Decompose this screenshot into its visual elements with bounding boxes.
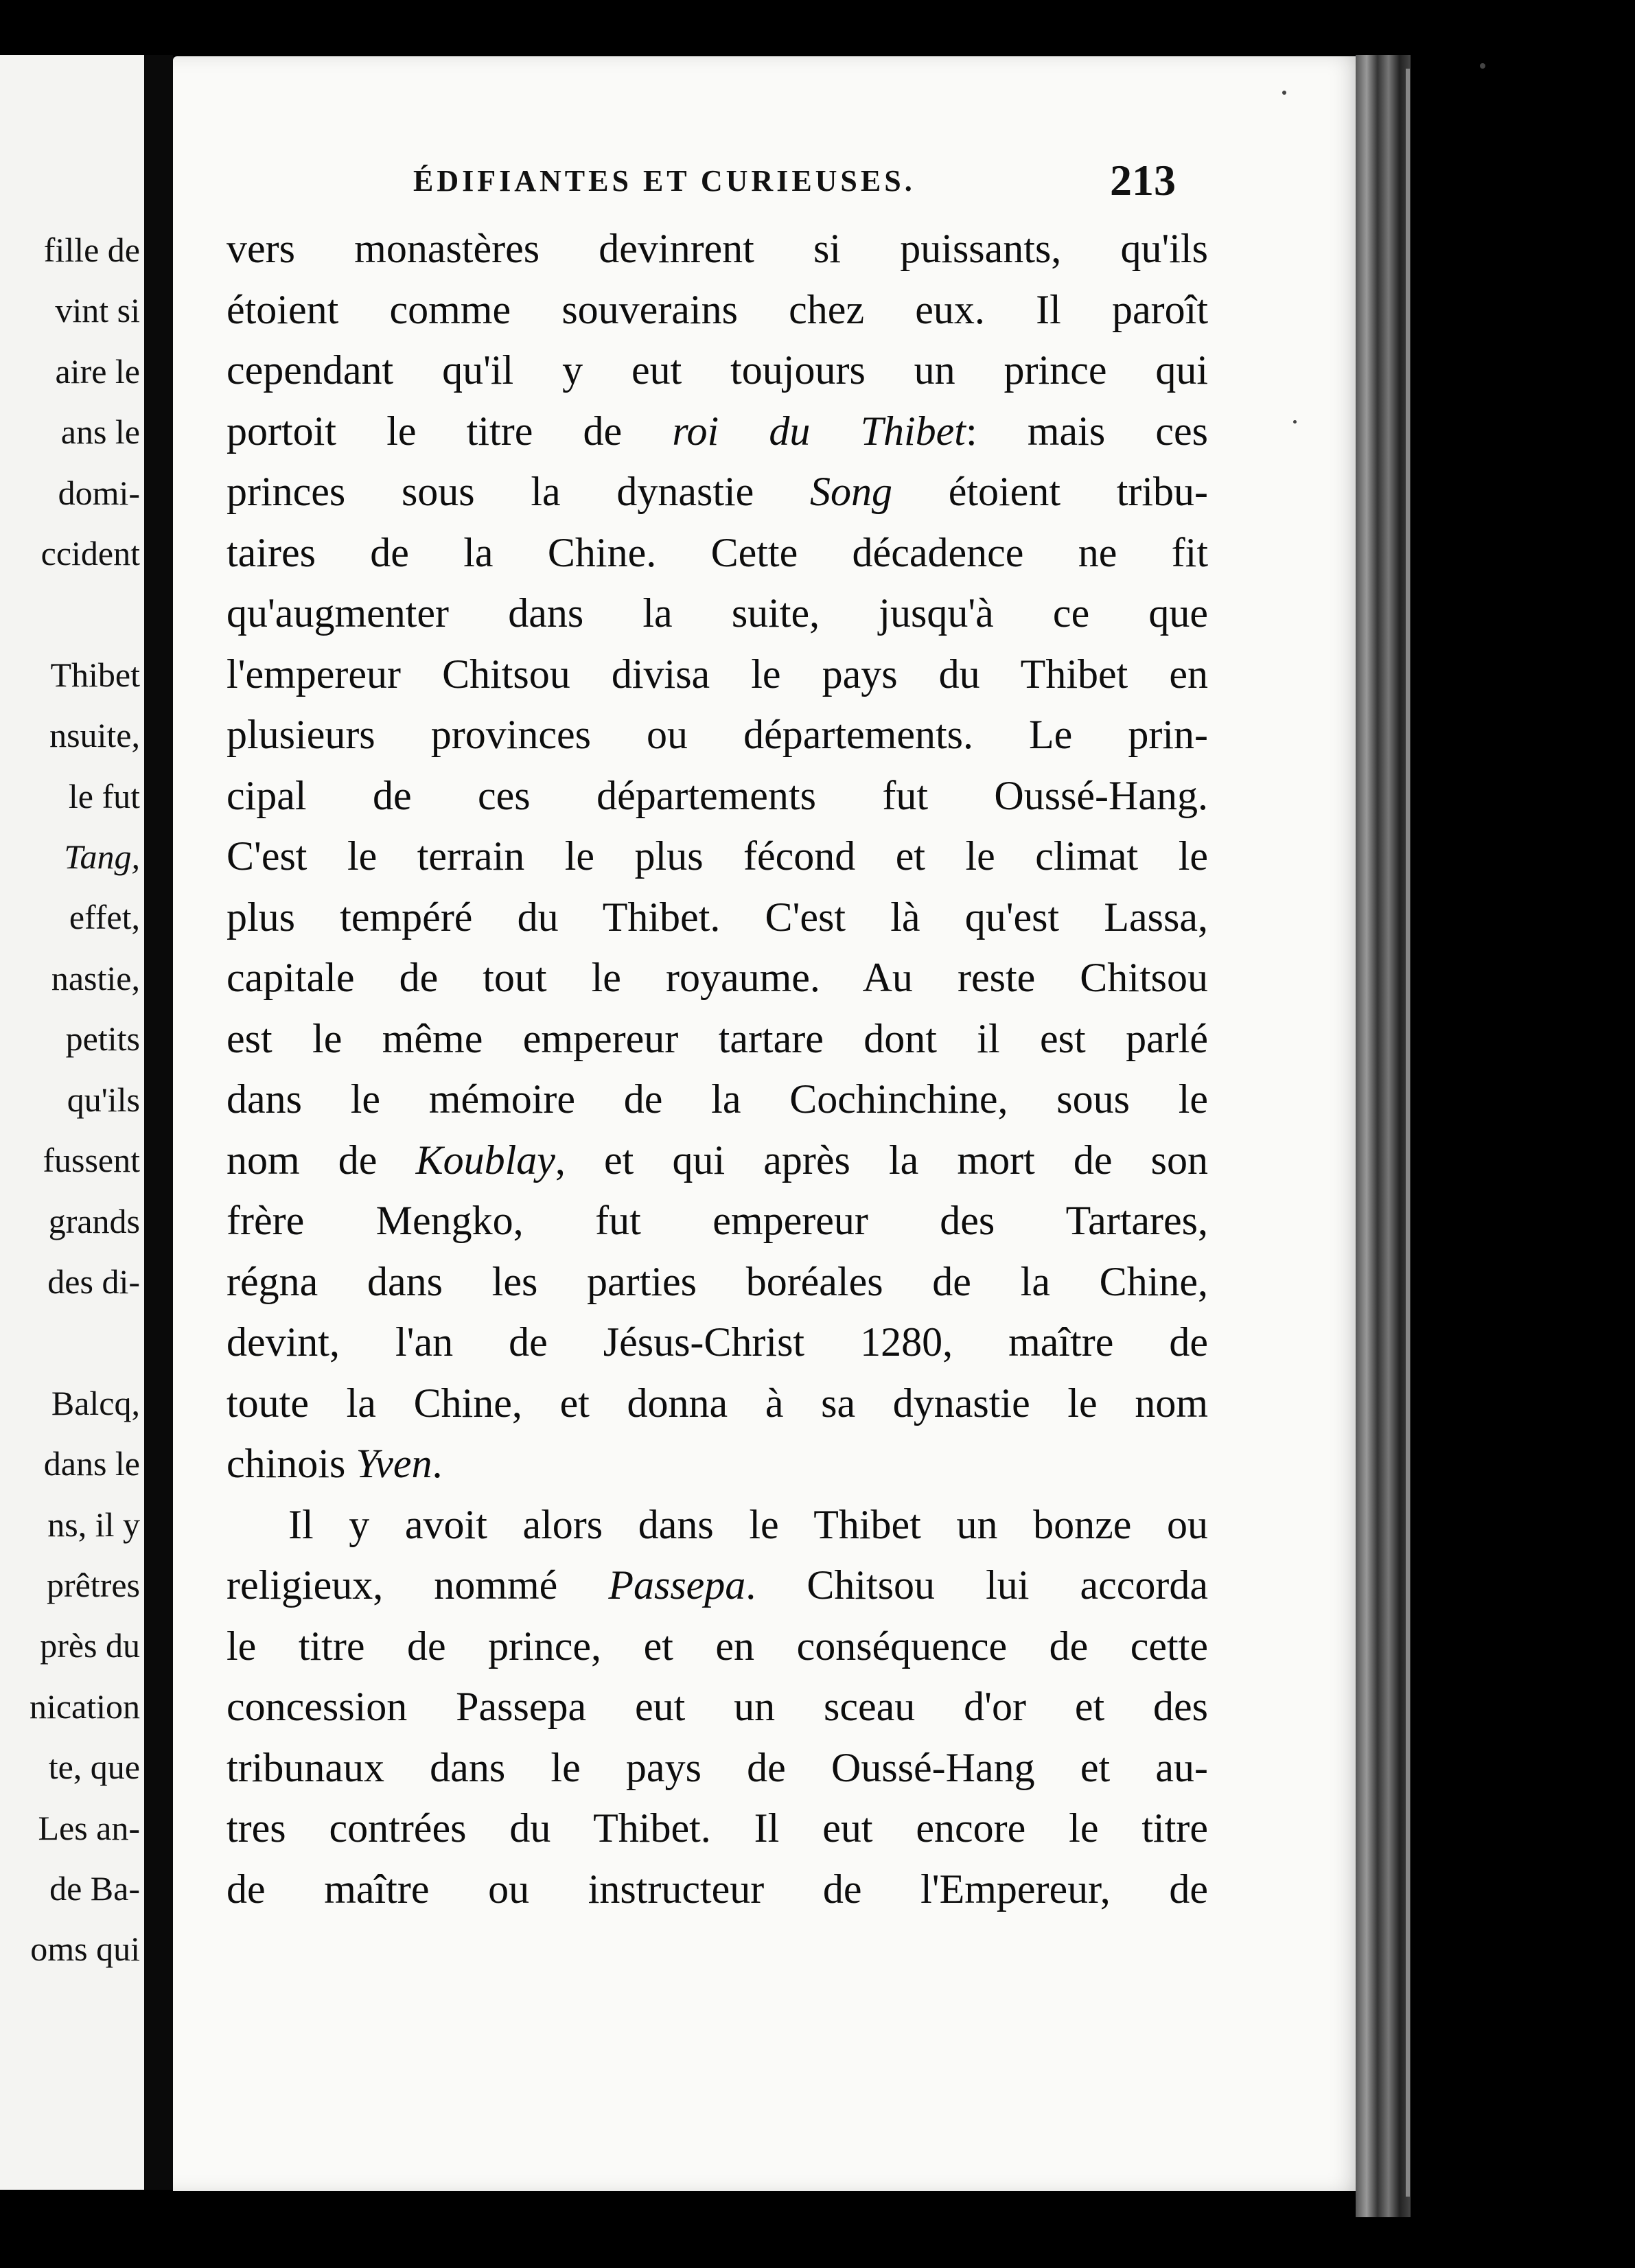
text-run: . [432,1441,443,1486]
text-run: étoient tribu- [892,469,1208,514]
text-line [227,1069,1208,1130]
facing-page-line: le fut [68,776,140,815]
text-line [227,1190,1208,1251]
text-line [227,1008,1208,1069]
text-line [227,1433,1208,1494]
facing-page-line: nastie, [51,958,140,997]
text-run: concession Passepa eut un sceau d'or et des [227,1684,1208,1729]
text-line [227,947,1208,1008]
text-run: est le même empereur tartare dont il est parlé [227,1015,1208,1061]
facing-page-line: ccident [40,534,140,573]
text-run: cipal de ces départements fut Oussé-Hang. [227,772,1208,818]
text-line [227,461,1208,522]
facing-page-line: fille de [43,231,140,269]
running-head-title: ÉDIFIANTES ET CURIEUSES. [413,164,916,198]
text-run: tres contrées du Thibet. Il eut encore le titre [227,1805,1208,1851]
text-line [227,765,1208,826]
text-run: de maître ou instructeur de l'Empereur, de [227,1866,1208,1912]
text-run: le titre de prince, et en conséquence de cette [227,1623,1208,1669]
facing-page-line: aire le [55,351,140,391]
facing-page-line: Balcq, [51,1383,140,1422]
text-run: , et qui après la mort de son [555,1137,1208,1183]
text-run: portoit le titre de [227,408,673,454]
facing-page-line: effet, [69,898,140,937]
text-run: princes sous la dynastie [227,469,811,514]
text-run: vers monastères devinrent si puissants, qu'ils [227,226,1208,271]
facing-page-line: près du [40,1626,140,1665]
text-run: devint, l'an de Jésus-Christ 1280, maître de [227,1319,1208,1365]
text-line [227,1798,1208,1859]
text-run: taires de la Chine. Cette décadence ne fit [227,529,1208,575]
text-line [227,1494,1208,1555]
text-line [227,218,1208,279]
text-line [227,704,1208,765]
facing-page-line: te, que [48,1748,140,1787]
text-line [227,826,1208,887]
italic-text: Passepa [608,1562,746,1608]
text-line [227,1737,1208,1798]
facing-page-line: Tang, [64,837,140,877]
facing-page-line: ns, il y [47,1505,140,1544]
facing-page-line: Thibet [50,655,140,694]
text-run: plusieurs provinces ou départements. Le prin- [227,712,1208,757]
text-run: : mais ces [965,408,1208,454]
page-edge-stack [1356,55,1411,2217]
facing-page-line: nication [29,1687,140,1726]
facing-page-left [0,55,154,2190]
paper-speck [1480,63,1485,69]
text-run: l'empereur Chitsou divisa le pays du Thibet en [227,651,1208,697]
facing-page-text [30,220,140,1980]
facing-page-line [30,1312,140,1372]
text-line [227,279,1208,340]
text-run: nom de [227,1137,416,1183]
text-line [227,340,1208,401]
italic-text: roi du Thibet [672,408,966,454]
text-line [227,522,1208,583]
facing-page-line: de Ba- [49,1868,140,1908]
text-line [227,887,1208,948]
facing-page-line: domi- [58,473,140,512]
text-run: C'est le terrain le plus fécond et le climat le [227,833,1208,879]
facing-page-line [30,583,140,644]
text-run: frère Mengko, fut empereur des Tartares, [227,1198,1208,1243]
text-run: . Chitsou lui accorda [745,1562,1208,1608]
text-run: toute la Chine, et donna à sa dynastie le nom [227,1380,1208,1426]
facing-page-line: grands [48,1201,140,1240]
facing-page-line: Les an- [38,1808,140,1847]
text-line [227,1130,1208,1191]
facing-page-line: qu'ils [67,1080,140,1119]
facing-page-line: des di- [47,1262,140,1301]
text-line [227,1251,1208,1312]
facing-page-line: nsuite, [49,716,140,755]
text-line [227,401,1208,462]
facing-page-line: vint si [55,291,140,330]
text-line [227,644,1208,705]
text-run: Il y avoit alors dans le Thibet un bonze ou [288,1501,1208,1547]
text-run: régna dans les parties boréales de la Chine, [227,1258,1208,1304]
text-line [227,1555,1208,1616]
page-body-text [227,218,1208,1919]
facing-page-line: ans le [60,413,140,452]
text-run: chinois [227,1441,356,1486]
italic-text: Koublay [415,1137,555,1183]
text-run: étoient comme souverains chez eux. Il paroît [227,286,1208,332]
italic-text: Song [810,469,893,514]
running-head [173,156,1367,207]
text-line [227,583,1208,644]
text-line [227,1312,1208,1373]
text-run: religieux, nommé [227,1562,609,1608]
book-gutter [144,55,173,2190]
facing-page-line: prêtres [46,1565,140,1604]
facing-page-line: oms qui [30,1930,140,1969]
text-run: dans le mémoire de la Cochinchine, sous le [227,1076,1208,1122]
facing-page-line: fussent [43,1141,140,1180]
text-run: tribunaux dans le pays de Oussé-Hang et au- [227,1744,1208,1790]
text-run: capitale de tout le royaume. Au reste Chitsou [227,955,1208,1000]
italic-text: Yven [356,1441,432,1486]
page-number: 213 [1110,156,1176,205]
facing-page-line: dans le [43,1444,140,1483]
text-line [227,1373,1208,1434]
text-run: qu'augmenter dans la suite, jusqu'à ce que [227,590,1208,636]
text-line [227,1859,1208,1920]
facing-page-line: petits [65,1019,140,1058]
paper-speck [1293,420,1297,424]
text-run: plus tempéré du Thibet. C'est là qu'est Lassa, [227,894,1208,940]
text-run: cependant qu'il y eut toujours un prince qui [227,347,1208,393]
page-edge-line [1406,69,1410,2197]
text-line [227,1616,1208,1677]
paper-speck [1282,91,1286,95]
text-line [227,1676,1208,1737]
